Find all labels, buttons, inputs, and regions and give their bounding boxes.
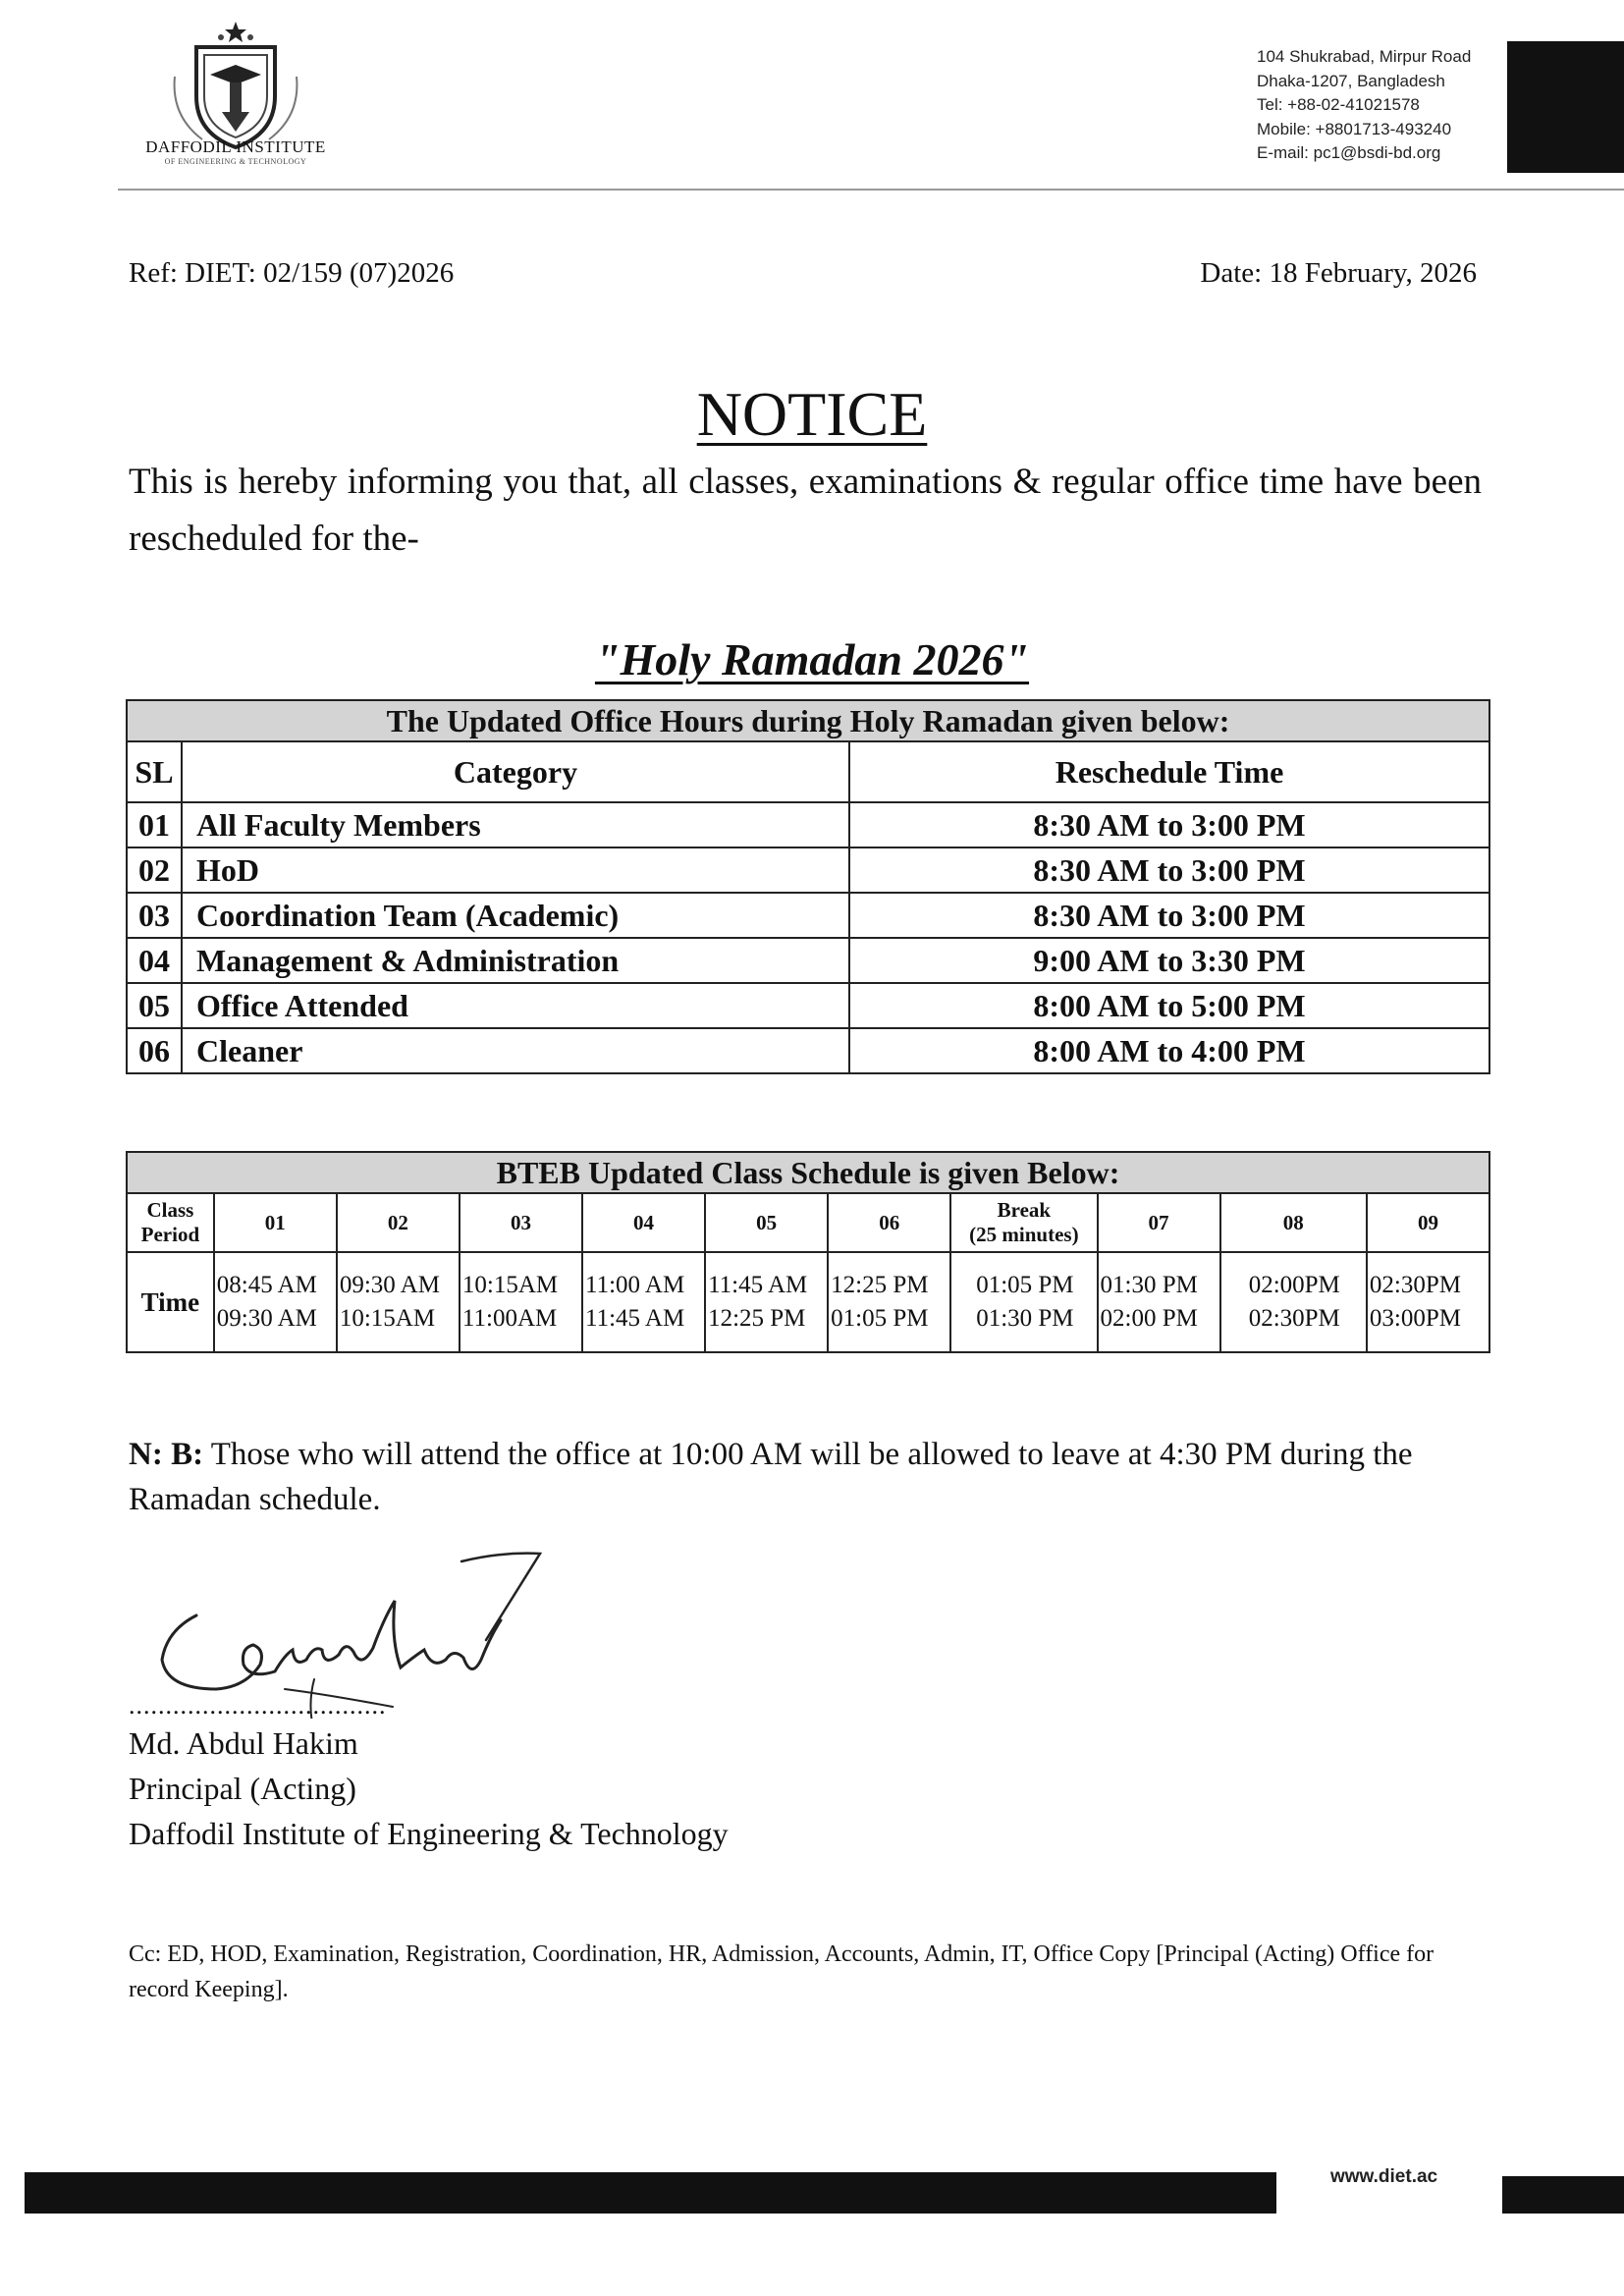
time-start: 09:30 AM — [339, 1272, 440, 1298]
table-row — [127, 983, 1489, 1028]
time-end: 02:00 PM — [1100, 1305, 1198, 1332]
time-end: 11:45 AM — [585, 1305, 685, 1332]
signer-name: Md. Abdul Hakim — [129, 1725, 358, 1761]
table-row — [127, 938, 1489, 983]
row-time: 9:00 AM to 3:30 PM — [849, 938, 1489, 983]
time-cell-01 — [214, 1252, 337, 1352]
institute-subtitle: OF ENGINEERING & TECHNOLOGY — [164, 157, 307, 166]
contact-address-line-2: Dhaka-1207, Bangladesh — [1257, 71, 1445, 90]
period-06: 06 — [828, 1193, 950, 1252]
footer-bar — [25, 2172, 1276, 2214]
time-cell-09 — [1367, 1252, 1489, 1352]
time-end: 02:30PM — [1248, 1305, 1340, 1332]
break-label: Break — [997, 1198, 1052, 1222]
time-end: 09:30 AM — [216, 1305, 317, 1332]
period-03: 03 — [460, 1193, 582, 1252]
row-sl: 04 — [127, 938, 182, 983]
contact-tel: Tel: +88-02-41021578 — [1257, 95, 1420, 114]
period-02: 02 — [337, 1193, 460, 1252]
row-time: 8:30 AM to 3:00 PM — [849, 893, 1489, 938]
signer-title: Principal (Acting) — [129, 1771, 356, 1806]
class-table-banner-row — [127, 1152, 1489, 1193]
note-text: Those who will attend the office at 10:00 AM will be allowed to leave at 4:30 PM during the Ramadan schedule. — [129, 1437, 1413, 1517]
cc-list: Cc: ED, HOD, Examination, Registration, Coordination, HR, Admission, Accounts, Admin, IT, Office Copy [Principal (Acting) Office for record Keeping]. — [129, 1941, 1435, 2002]
signer-block — [129, 1721, 729, 1856]
time-start: 01:05 PM — [976, 1272, 1074, 1298]
contact-block — [1257, 45, 1471, 166]
office-hours-table — [126, 699, 1490, 1074]
header-sl: SL — [127, 741, 182, 802]
header-category: Category — [182, 741, 849, 802]
period-label: Period — [140, 1223, 200, 1246]
time-end: 01:05 PM — [831, 1305, 929, 1332]
time-start: 08:45 AM — [216, 1272, 317, 1298]
row-sl: 03 — [127, 893, 182, 938]
row-category: Coordination Team (Academic) — [182, 893, 849, 938]
institute-name: DAFFODIL INSTITUTE — [145, 137, 326, 156]
period-04: 04 — [582, 1193, 705, 1252]
row-time: 8:30 AM to 3:00 PM — [849, 847, 1489, 893]
signer-organization: Daffodil Institute of Engineering & Technology — [129, 1816, 729, 1851]
time-cell-06 — [828, 1252, 950, 1352]
time-end: 11:00AM — [461, 1305, 558, 1332]
row-sl: 02 — [127, 847, 182, 893]
header-reschedule-time: Reschedule Time — [849, 741, 1489, 802]
office-table-header-row — [127, 741, 1489, 802]
note-prefix: N: B: — [129, 1437, 204, 1472]
time-start: 01:30 PM — [1100, 1272, 1198, 1298]
header-corner-block — [1507, 41, 1624, 173]
time-cell-02 — [337, 1252, 460, 1352]
ramadan-heading — [0, 633, 1624, 685]
ramadan-heading-text: "Holy Ramadan 2026" — [594, 634, 1030, 684]
class-time-row — [127, 1252, 1489, 1352]
time-end: 12:25 PM — [708, 1305, 806, 1332]
period-05: 05 — [705, 1193, 828, 1252]
contact-email: E-mail: pc1@bsdi-bd.org — [1257, 143, 1441, 162]
row-category: HoD — [182, 847, 849, 893]
notice-date: Date: 18 February, 2026 — [1200, 257, 1477, 289]
signature-line: ................................... — [129, 1691, 387, 1720]
row-sl: 05 — [127, 983, 182, 1028]
time-start: 02:30PM — [1369, 1272, 1461, 1298]
row-time: 8:30 AM to 3:00 PM — [849, 802, 1489, 847]
class-schedule-table — [126, 1151, 1490, 1353]
time-end: 01:30 PM — [976, 1305, 1074, 1332]
office-table-banner: The Updated Office Hours during Holy Ramadan given below: — [127, 700, 1489, 741]
time-label: Time — [127, 1252, 214, 1352]
reference-number: Ref: DIET: 02/159 (07)2026 — [129, 257, 455, 289]
row-time: 8:00 AM to 5:00 PM — [849, 983, 1489, 1028]
contact-mobile: Mobile: +8801713-493240 — [1257, 119, 1452, 138]
time-start: 10:15AM — [461, 1272, 559, 1298]
break-duration: (25 minutes) — [969, 1223, 1079, 1246]
header-divider — [118, 189, 1624, 191]
time-cell-05 — [705, 1252, 828, 1352]
time-start: 02:00PM — [1248, 1272, 1340, 1298]
table-row — [127, 847, 1489, 893]
period-01: 01 — [214, 1193, 337, 1252]
time-cell-break — [950, 1252, 1097, 1352]
time-cell-07 — [1098, 1252, 1220, 1352]
period-08: 08 — [1220, 1193, 1367, 1252]
row-category: Cleaner — [182, 1028, 849, 1073]
time-start: 12:25 PM — [831, 1272, 929, 1298]
period-break — [950, 1193, 1097, 1252]
time-end: 03:00PM — [1369, 1305, 1461, 1332]
table-row — [127, 802, 1489, 847]
class-period-label — [127, 1193, 214, 1252]
contact-address-line-1: 104 Shukrabad, Mirpur Road — [1257, 47, 1472, 66]
period-09: 09 — [1367, 1193, 1489, 1252]
row-sl: 06 — [127, 1028, 182, 1073]
period-07: 07 — [1098, 1193, 1220, 1252]
time-end: 10:15AM — [339, 1305, 436, 1332]
notice-title — [0, 378, 1624, 451]
class-table-banner: BTEB Updated Class Schedule is given Below: — [127, 1152, 1489, 1193]
office-table-banner-row — [127, 700, 1489, 741]
row-category: Office Attended — [182, 983, 849, 1028]
note-paragraph — [129, 1432, 1493, 1522]
table-row — [127, 893, 1489, 938]
time-cell-04 — [582, 1252, 705, 1352]
row-sl: 01 — [127, 802, 182, 847]
notice-title-text: NOTICE — [696, 379, 928, 449]
time-start: 11:00 AM — [585, 1272, 685, 1298]
table-row — [127, 1028, 1489, 1073]
footer-corner-block — [1502, 2176, 1624, 2214]
row-time: 8:00 AM to 4:00 PM — [849, 1028, 1489, 1073]
row-category: Management & Administration — [182, 938, 849, 983]
time-cell-03 — [460, 1252, 582, 1352]
row-category: All Faculty Members — [182, 802, 849, 847]
intro-paragraph: This is hereby informing you that, all classes, examinations & regular office time have been rescheduled for the- — [129, 462, 1482, 559]
class-period-row — [127, 1193, 1489, 1252]
time-cell-08 — [1220, 1252, 1367, 1352]
class-label: Class — [146, 1198, 194, 1222]
time-start: 11:45 AM — [708, 1272, 808, 1298]
footer-website: www.diet.ac — [1330, 2166, 1438, 2187]
